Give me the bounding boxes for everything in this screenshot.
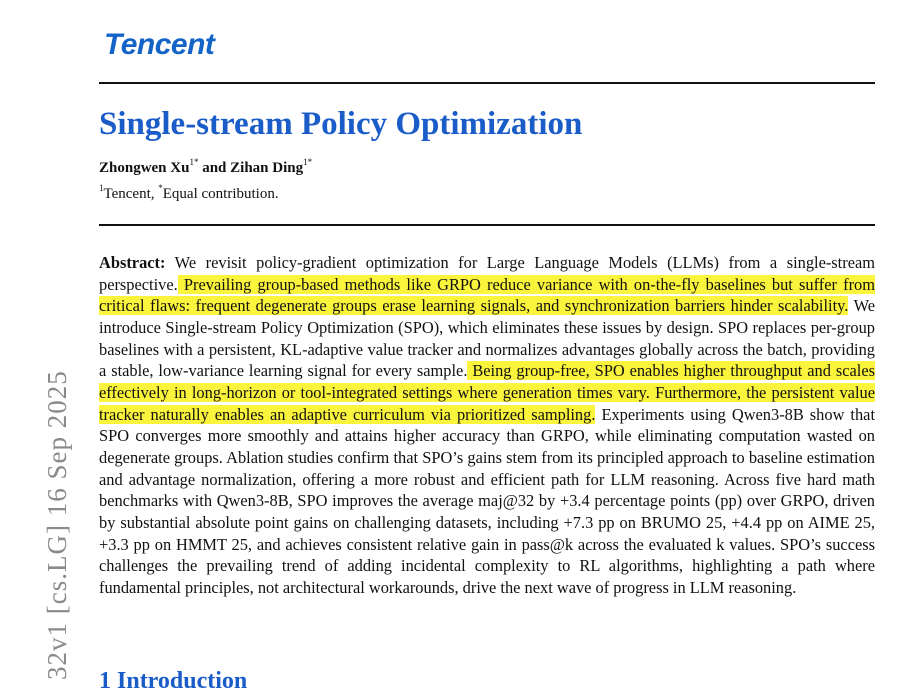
affiliation-text: Tencent, bbox=[103, 186, 159, 202]
abstract-segment: We revisit policy-gradient optimization for Large Language Models (LLMs) from a single-stream perspective. bbox=[99, 253, 875, 294]
author-name: Zihan Ding bbox=[230, 160, 304, 176]
affiliation-mark: 1 bbox=[99, 183, 104, 193]
abstract-segment: Experiments using Qwen3-8B show that SPO converges more smoothly and attains higher accuracy than GRPO, while eliminating computation wasted on degenerate groups. Ablation studies confirm that SPO’s gains stem from its principled approach to baseline estimation and advantage normalization, offering a more robust and efficient path for LLM reasoning. Across five hard math benchmarks with Qwen3-8B, SPO improves the average maj@32 by +3.4 percentage points (pp) over GRPO, driven by substantial absolute point gains on challenging datasets, including +7.3 pp on BRUMO 25, +4.4 pp on AIME 25, +3.3 pp on HMMT 25, and achieves consistent relative gain in pass@k across the evaluated k values. SPO’s success challenges the prevailing trend of adding incidental complexity to RL algorithms, highlighting a path where fundamental principles, not architectural workarounds, drive the next wave of progress in LLM reasoning. bbox=[99, 404, 875, 597]
equal-contribution-text: Equal contribution. bbox=[162, 186, 279, 202]
section-heading: 1 Introduction bbox=[99, 668, 248, 694]
top-rule bbox=[99, 82, 875, 84]
author-affiliation-mark: 1* bbox=[303, 157, 313, 167]
affiliation-line bbox=[99, 183, 279, 203]
tencent-logo: Tencent bbox=[104, 28, 215, 61]
bottom-rule bbox=[99, 224, 875, 226]
abstract-label: Abstract: bbox=[99, 253, 166, 272]
author-conjunction: and bbox=[198, 160, 231, 176]
abstract-highlight: Prevailing group-based methods like GRPO reduce variance with on-the-fly baselines but suffer from critical flaws: frequent degenerate groups erase learning signals, and synchronization barriers hinder scalability. bbox=[99, 274, 875, 316]
equal-contribution-mark: * bbox=[158, 183, 163, 193]
author-line bbox=[99, 157, 313, 177]
paper-title: Single-stream Policy Optimization bbox=[99, 106, 583, 142]
arxiv-identifier: 32v1 [cs.LG] 16 Sep 2025 bbox=[42, 370, 72, 680]
author-name: Zhongwen Xu bbox=[99, 160, 190, 176]
abstract-segment: We introduce Single-stream Policy Optimization (SPO), which eliminates these issues by design. SPO replaces per-group baselines with a persistent, KL-adaptive value tracker and normalizes advantages globally across the batch, providing a stable, low-variance learning signal for every sample. bbox=[99, 296, 876, 381]
abstract-highlight: Being group-free, SPO enables higher throughput and scales effectively in long-horizon or tool-integrated settings where generation times vary. Furthermore, the persistent value tracker naturally enables an adaptive curriculum via prioritized sampling. bbox=[99, 361, 875, 424]
abstract bbox=[99, 252, 875, 599]
author-affiliation-mark: 1* bbox=[189, 157, 199, 167]
